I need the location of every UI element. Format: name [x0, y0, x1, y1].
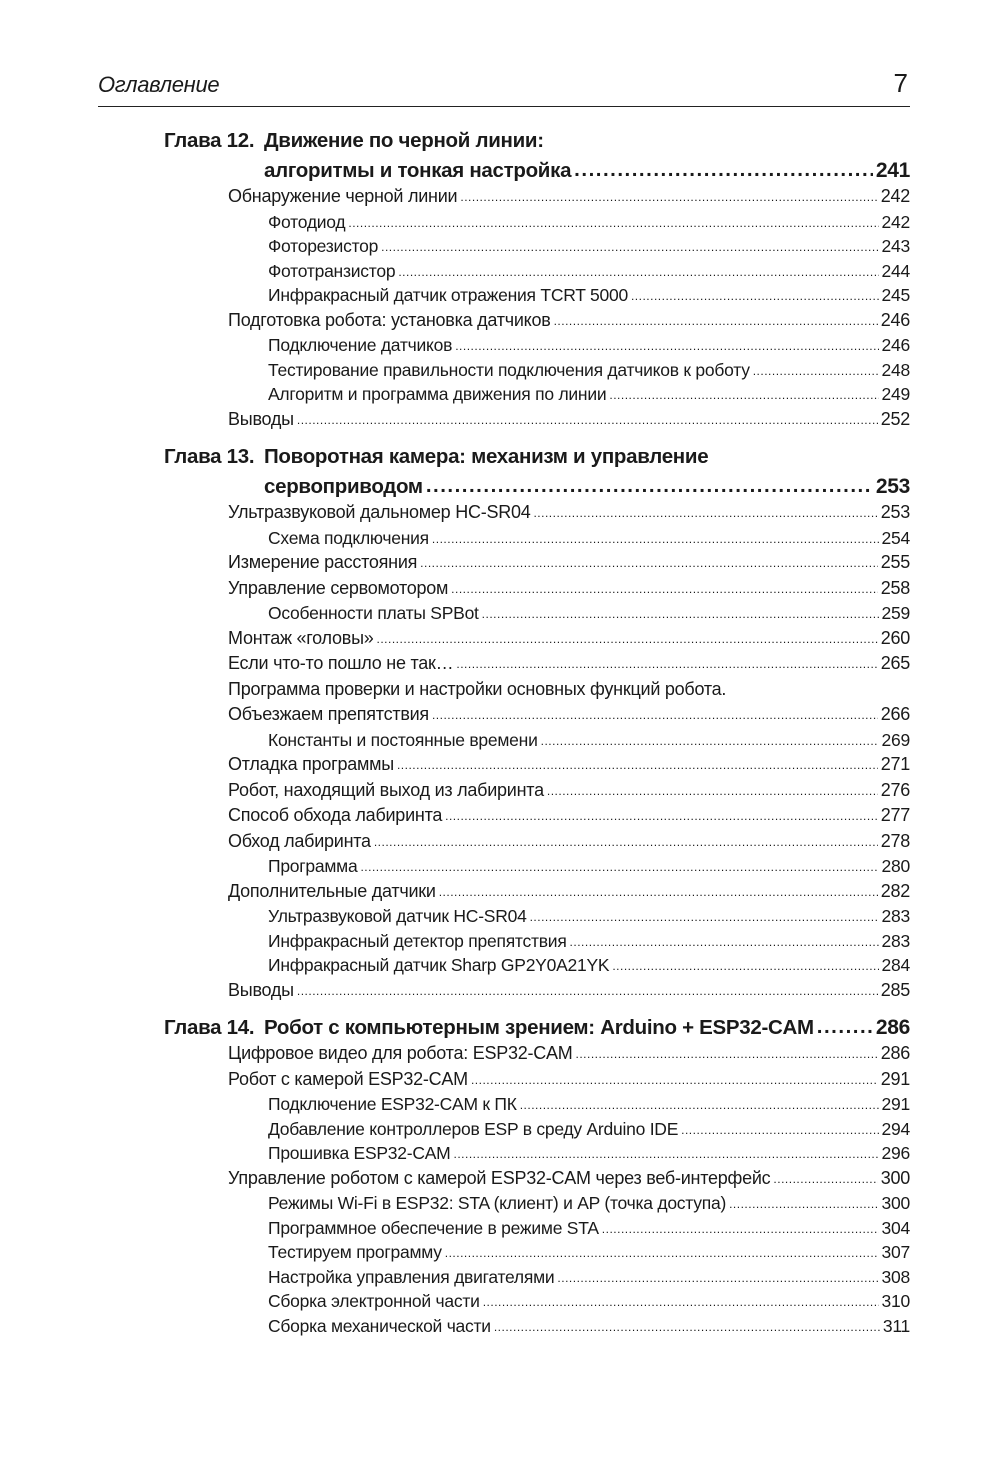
- entry-page-number: 245: [881, 285, 910, 305]
- dot-leader: [817, 1012, 873, 1042]
- toc-subsection[interactable]: [268, 1193, 910, 1218]
- entry-title: Сборка электронной части: [268, 1291, 480, 1311]
- entry-title: Выводы: [228, 408, 294, 429]
- toc-subsection[interactable]: [268, 1218, 910, 1243]
- dot-leader: [398, 265, 878, 279]
- toc-section[interactable]: [228, 754, 910, 780]
- chapter-block: [164, 442, 910, 1005]
- entry-page-number: 291: [881, 1094, 910, 1114]
- entry-page-number: 249: [881, 384, 910, 404]
- dot-leader: [297, 413, 878, 427]
- dot-leader: [374, 835, 878, 849]
- toc-section[interactable]: [228, 1069, 910, 1095]
- entry-page-number: 285: [880, 979, 910, 1000]
- entry-title: Управление сервомотором: [228, 577, 449, 598]
- dot-leader: [541, 734, 879, 748]
- chapter-title: Робот с компьютерным зрением: Arduino + ESP32-CAM: [264, 1016, 814, 1039]
- entry-title: Инфракрасный датчик Sharp GP2Y0A21YK: [268, 955, 610, 975]
- toc-section[interactable]: [228, 578, 910, 604]
- entry-title: Тестируем программу: [268, 1242, 442, 1262]
- entry-title: Монтаж «головы»: [228, 627, 374, 648]
- toc-section[interactable]: [228, 1043, 910, 1069]
- toc-subsection[interactable]: [268, 931, 910, 956]
- toc-subsection[interactable]: [268, 1267, 910, 1292]
- chapter-heading[interactable]: [164, 442, 910, 502]
- chapter-block: [164, 126, 910, 434]
- dot-leader: [432, 708, 878, 722]
- entry-page-number: 277: [880, 805, 910, 825]
- entry-page-number: 242: [881, 211, 910, 232]
- entry-title: Фоторезистор: [268, 236, 379, 256]
- entry-page-number: 259: [881, 603, 910, 623]
- entry-title: Программа проверки и настройки основных функций робота.: [228, 678, 727, 699]
- running-header: [98, 60, 910, 107]
- chapter-page-number: 253: [875, 475, 910, 498]
- entry-page-number: 248: [881, 359, 910, 380]
- dot-leader: [471, 1073, 878, 1087]
- entry-page-number: 246: [880, 309, 910, 330]
- toc-subsection[interactable]: [268, 906, 910, 931]
- entry-page-number: 278: [880, 830, 910, 851]
- entry-title: Робот с камерой ESP32-CAM: [228, 1068, 468, 1089]
- dot-leader: [602, 1222, 879, 1236]
- entry-title: Тестирование правильности подключения датчиков к роботу: [268, 359, 750, 380]
- chapter-heading[interactable]: [164, 1013, 910, 1043]
- entry-title: Схема подключения: [268, 527, 429, 548]
- dot-leader: [483, 1295, 879, 1309]
- entry-title: Ультразвуковой дальномер HC-SR04: [228, 502, 531, 522]
- entry-page-number: 258: [880, 577, 910, 598]
- entry-title: Фототранзистор: [268, 260, 396, 281]
- entry-title: Обнаружение черной линии: [228, 186, 458, 206]
- toc-section[interactable]: [228, 186, 910, 212]
- entry-title: Инфракрасный детектор препятствия: [268, 930, 567, 951]
- dot-leader: [455, 339, 878, 353]
- chapter-number: Глава 12.: [164, 129, 255, 152]
- entry-page-number: 283: [881, 906, 910, 926]
- entry-page-number: 283: [881, 930, 910, 951]
- page-number: 7: [893, 68, 908, 98]
- entry-page-number: 308: [881, 1266, 910, 1287]
- toc-subsection[interactable]: [268, 1094, 910, 1119]
- table-of-contents: [164, 126, 910, 1340]
- toc-subsection[interactable]: [268, 285, 910, 310]
- dot-leader: [520, 1098, 879, 1112]
- dot-leader: [609, 388, 878, 402]
- entry-title: Ультразвуковой датчик HC-SR04: [268, 906, 527, 926]
- entry-title: Настройка управления двигателями: [268, 1266, 555, 1287]
- chapter-number: Глава 13.: [164, 445, 255, 468]
- entry-title: Объезжаем препятствия: [228, 704, 429, 724]
- toc-subsection[interactable]: [268, 384, 910, 409]
- chapter-title-continued: сервоприводом: [264, 475, 423, 498]
- entry-title: Алгоритм и программа движения по линии: [268, 384, 607, 404]
- entry-page-number: 280: [881, 856, 910, 876]
- dot-leader: [445, 809, 878, 823]
- dot-leader: [773, 1172, 877, 1186]
- chapter-block: [164, 1013, 910, 1340]
- chapter-page-number: 286: [875, 1016, 910, 1039]
- entry-page-number: 304: [881, 1217, 910, 1238]
- dot-leader: [454, 1147, 879, 1161]
- dot-leader: [432, 532, 879, 546]
- toc-section[interactable]: [228, 310, 910, 336]
- dot-leader: [557, 1271, 878, 1285]
- entry-title: Особенности платы SPBot: [268, 603, 479, 623]
- toc-section[interactable]: [228, 831, 910, 857]
- toc-subsection[interactable]: [268, 360, 910, 385]
- toc-section[interactable]: [228, 704, 910, 730]
- entry-title: Прошивка ESP32-CAM: [268, 1143, 451, 1163]
- chapter-number: Глава 14.: [164, 1016, 255, 1039]
- entry-page-number: 296: [881, 1143, 910, 1163]
- toc-section[interactable]: [228, 552, 910, 578]
- entry-title: Обход лабиринта: [228, 830, 371, 851]
- dot-leader: [397, 758, 878, 772]
- entry-title: Дополнительные датчики: [228, 880, 436, 901]
- entry-page-number: 269: [881, 729, 910, 750]
- entry-title: Выводы: [228, 979, 294, 1000]
- toc-subsection[interactable]: [268, 1291, 910, 1316]
- toc-section[interactable]: [228, 805, 910, 831]
- chapter-title: Движение по черной линии:: [264, 129, 544, 152]
- entry-page-number: 242: [880, 186, 910, 206]
- toc-subsection[interactable]: [268, 335, 910, 360]
- toc-subsection[interactable]: [268, 730, 910, 755]
- entry-page-number: 244: [881, 260, 910, 281]
- entry-page-number: 300: [880, 1167, 910, 1188]
- dot-leader: [348, 216, 878, 230]
- entry-title: Робот, находящий выход из лабиринта: [228, 779, 544, 800]
- dot-leader: [456, 657, 877, 671]
- dot-leader: [426, 471, 873, 501]
- toc-subsection[interactable]: [268, 1119, 910, 1144]
- entry-page-number: 252: [880, 408, 910, 429]
- dot-leader: [681, 1123, 878, 1137]
- toc-subsection[interactable]: [268, 856, 910, 881]
- toc-subsection[interactable]: [268, 236, 910, 261]
- chapter-page-number: 241: [875, 159, 910, 182]
- entry-page-number: 282: [880, 880, 910, 901]
- entry-title: Инфракрасный датчик отражения TCRT 5000: [268, 285, 628, 305]
- entry-page-number: 286: [880, 1043, 910, 1063]
- dot-leader: [570, 935, 879, 949]
- entry-title: Сборка механической части: [268, 1315, 491, 1336]
- entry-title: Если что-то пошло не так…: [228, 653, 454, 673]
- dot-leader: [547, 784, 878, 798]
- toc-section[interactable]: [228, 628, 910, 654]
- dot-leader: [729, 1197, 878, 1211]
- entry-page-number: 243: [881, 236, 910, 256]
- dot-leader: [612, 959, 878, 973]
- entry-title: Измерение расстояния: [228, 552, 418, 572]
- toc-subsection[interactable]: [268, 1143, 910, 1168]
- entry-page-number: 294: [881, 1118, 910, 1139]
- toc-section[interactable]: [228, 1168, 910, 1194]
- entry-page-number: 284: [881, 955, 910, 975]
- chapter-heading[interactable]: [164, 126, 910, 186]
- toc-subsection[interactable]: [268, 955, 910, 980]
- entry-title: Добавление контроллеров ESP в среду Arduino IDE: [268, 1118, 679, 1139]
- dot-leader: [533, 506, 877, 520]
- chapter-title-continued: алгоритмы и тонкая настройка: [264, 159, 572, 182]
- entry-page-number: 311: [882, 1315, 910, 1336]
- toc-section[interactable]: [228, 409, 910, 435]
- entry-page-number: 310: [881, 1291, 910, 1311]
- dot-leader: [420, 556, 878, 570]
- entry-page-number: 276: [880, 779, 910, 800]
- chapter-title: Поворотная камера: механизм и управление: [264, 445, 709, 468]
- toc-subsection[interactable]: [268, 1242, 910, 1267]
- entry-title: Режимы Wi-Fi в ESP32: STA (клиент) и AP (точка доступа): [268, 1193, 727, 1213]
- entry-title: Отладка программы: [228, 754, 394, 774]
- toc-section[interactable]: [228, 679, 910, 705]
- entry-page-number: 300: [881, 1193, 910, 1213]
- entry-title: Способ обхода лабиринта: [228, 805, 443, 825]
- entry-title: Цифровое видео для робота: ESP32-CAM: [228, 1043, 573, 1063]
- dot-leader: [482, 607, 879, 621]
- dot-leader: [574, 155, 873, 185]
- toc-section[interactable]: [228, 980, 910, 1006]
- entry-title: Константы и постоянные времени: [268, 729, 538, 750]
- toc-subsection[interactable]: [268, 603, 910, 628]
- entry-page-number: 253: [880, 502, 910, 522]
- entry-page-number: 260: [880, 627, 910, 648]
- toc-subsection[interactable]: [268, 1316, 910, 1341]
- dot-leader: [377, 632, 878, 646]
- entry-title: Управление роботом с камерой ESP32-CAM через веб-интерфейс: [228, 1167, 771, 1188]
- dot-leader: [381, 240, 878, 254]
- entry-page-number: 307: [881, 1242, 910, 1262]
- dot-leader: [445, 1246, 879, 1260]
- toc-subsection[interactable]: [268, 212, 910, 237]
- entry-title: Фотодиод: [268, 211, 346, 232]
- dot-leader: [753, 364, 879, 378]
- toc-section[interactable]: [228, 881, 910, 907]
- toc-subsection[interactable]: [268, 261, 910, 286]
- entry-title: Программа: [268, 856, 358, 876]
- dot-leader: [494, 1320, 880, 1334]
- toc-subsection[interactable]: [268, 528, 910, 553]
- dot-leader: [460, 190, 877, 204]
- dot-leader: [439, 885, 878, 899]
- running-title: Оглавление: [98, 72, 220, 97]
- entry-title: Подключение датчиков: [268, 335, 453, 355]
- toc-section[interactable]: [228, 780, 910, 806]
- entry-page-number: 291: [880, 1068, 910, 1089]
- dot-leader: [576, 1047, 878, 1061]
- entry-page-number: 271: [880, 754, 910, 774]
- entry-page-number: 265: [880, 653, 910, 673]
- dot-leader: [360, 860, 878, 874]
- toc-section[interactable]: [228, 653, 910, 679]
- dot-leader: [297, 984, 878, 998]
- dot-leader: [530, 910, 879, 924]
- entry-title: Программное обеспечение в режиме STA: [268, 1217, 599, 1238]
- entry-page-number: 266: [880, 704, 910, 724]
- toc-section[interactable]: [228, 502, 910, 528]
- entry-page-number: 254: [881, 527, 910, 548]
- entry-page-number: 246: [881, 335, 910, 355]
- entry-page-number: 255: [880, 552, 910, 572]
- dot-leader: [451, 582, 878, 596]
- dot-leader: [554, 314, 878, 328]
- entry-title: Подключение ESP32-CAM к ПК: [268, 1094, 517, 1114]
- entry-title: Подготовка робота: установка датчиков: [228, 309, 551, 330]
- dot-leader: [631, 289, 879, 303]
